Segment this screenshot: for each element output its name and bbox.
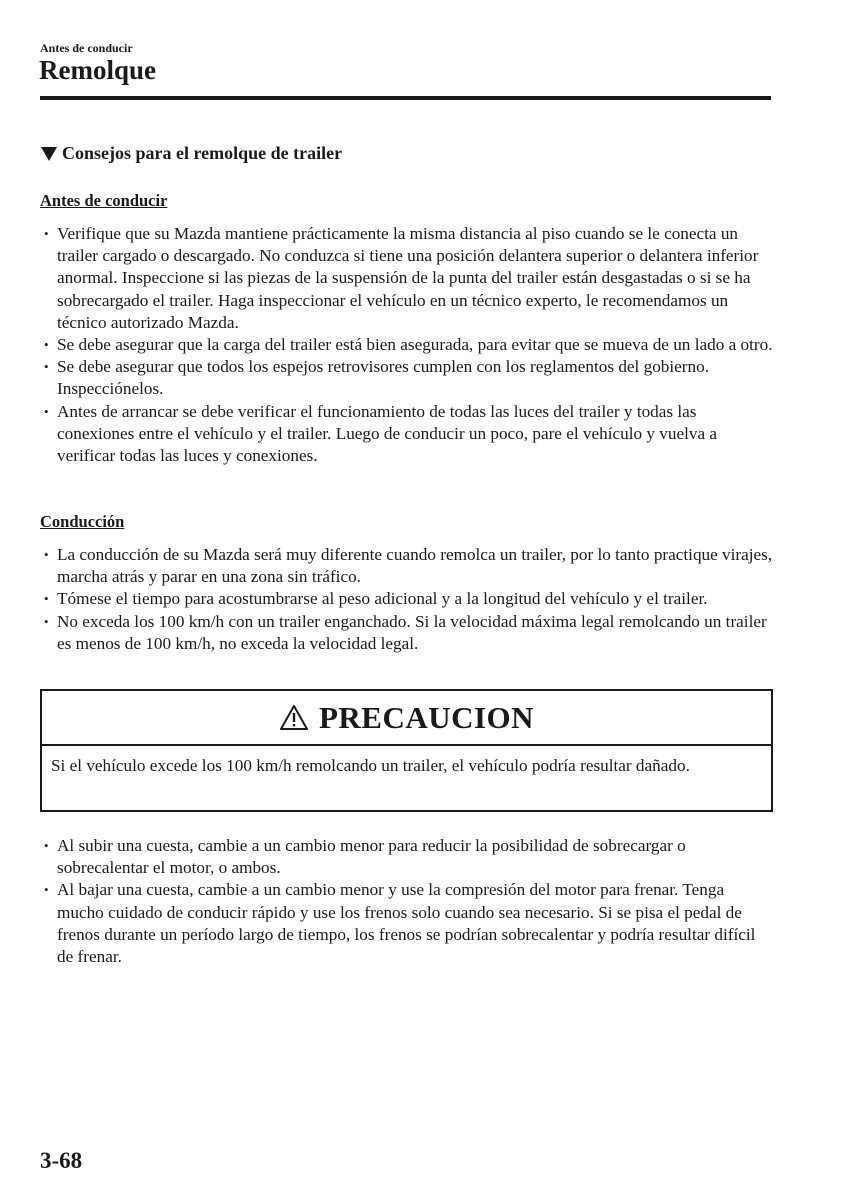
list-item: • Tómese el tiempo para acostumbrarse al peso adicional y a la longitud del vehículo y el trailer. bbox=[40, 588, 775, 610]
list-item: • Antes de arrancar se debe verificar el funcionamiento de todas las luces del trailer y todas las conexiones entre el vehículo y el trailer. Luego de conducir un poco, pare el vehículo y vuelva a verificar todas las luces y conexiones. bbox=[40, 401, 775, 468]
list-item: • Se debe asegurar que la carga del trailer está bien asegurada, para evitar que se mueva de un lado a otro. bbox=[40, 334, 775, 356]
section-heading-text: Consejos para el remolque de trailer bbox=[62, 143, 343, 163]
list-item: • La conducción de su Mazda será muy diferente cuando remolca un trailer, por lo tanto practique virajes, marcha atrás y parar en una zona sin tráfico. bbox=[40, 544, 775, 588]
list-item: • Al bajar una cuesta, cambie a un cambio menor y use la compresión del motor para frenar. Tenga mucho cuidado de conducir rápido y use los frenos solo cuando sea necesario. Si se pisa el pedal de frenos durante un período largo de tiempo, los frenos se podrían sobrecalentar y podría resultar difícil de frenar. bbox=[40, 879, 775, 968]
caution-body: Si el vehículo excede los 100 km/h remolcando un trailer, el vehículo podría resultar dañado. bbox=[51, 756, 690, 775]
subheading-antes: Antes de conducir bbox=[40, 191, 168, 210]
section-heading bbox=[40, 143, 342, 164]
caution-title: PRECAUCION bbox=[318, 699, 535, 735]
list-after-caution bbox=[40, 835, 775, 968]
caution-box bbox=[40, 689, 773, 812]
list-item: • Se debe asegurar que todos los espejos retrovisores cumplen con los reglamentos del gobierno. Inspecciónelos. bbox=[40, 356, 775, 400]
page-number: 3-68 bbox=[40, 1148, 83, 1173]
list-item: • Verifique que su Mazda mantiene prácticamente la misma distancia al piso cuando se le conecta un trailer cargado o descargado. No conduzca si tiene una posición delantera superior o delantera inferior anormal. Inspeccione si las piezas de la suspensión de la punta del trailer están desgastadas o si se ha sobrecargado el trailer. Haga inspeccionar el vehículo en un técnico experto, le recomendamos un técnico autorizado Mazda. bbox=[40, 223, 775, 334]
list-conduccion bbox=[40, 544, 775, 655]
caution-header bbox=[42, 691, 771, 746]
down-triangle-icon bbox=[40, 146, 58, 162]
list-antes bbox=[40, 223, 775, 467]
page-title: Remolque bbox=[39, 55, 156, 85]
header-divider bbox=[40, 96, 771, 100]
list-item: • Al subir una cuesta, cambie a un cambio menor para reducir la posibilidad de sobrecargar o sobrecalentar el motor, o ambos. bbox=[40, 835, 775, 879]
subheading-conduccion: Conducción bbox=[40, 512, 125, 531]
list-item: • No exceda los 100 km/h con un trailer enganchado. Si la velocidad máxima legal remolcando un trailer es menos de 100 km/h, no exceda la velocidad legal. bbox=[40, 611, 775, 655]
warning-triangle-icon bbox=[279, 704, 309, 731]
running-header-section: Antes de conducir bbox=[40, 41, 133, 55]
